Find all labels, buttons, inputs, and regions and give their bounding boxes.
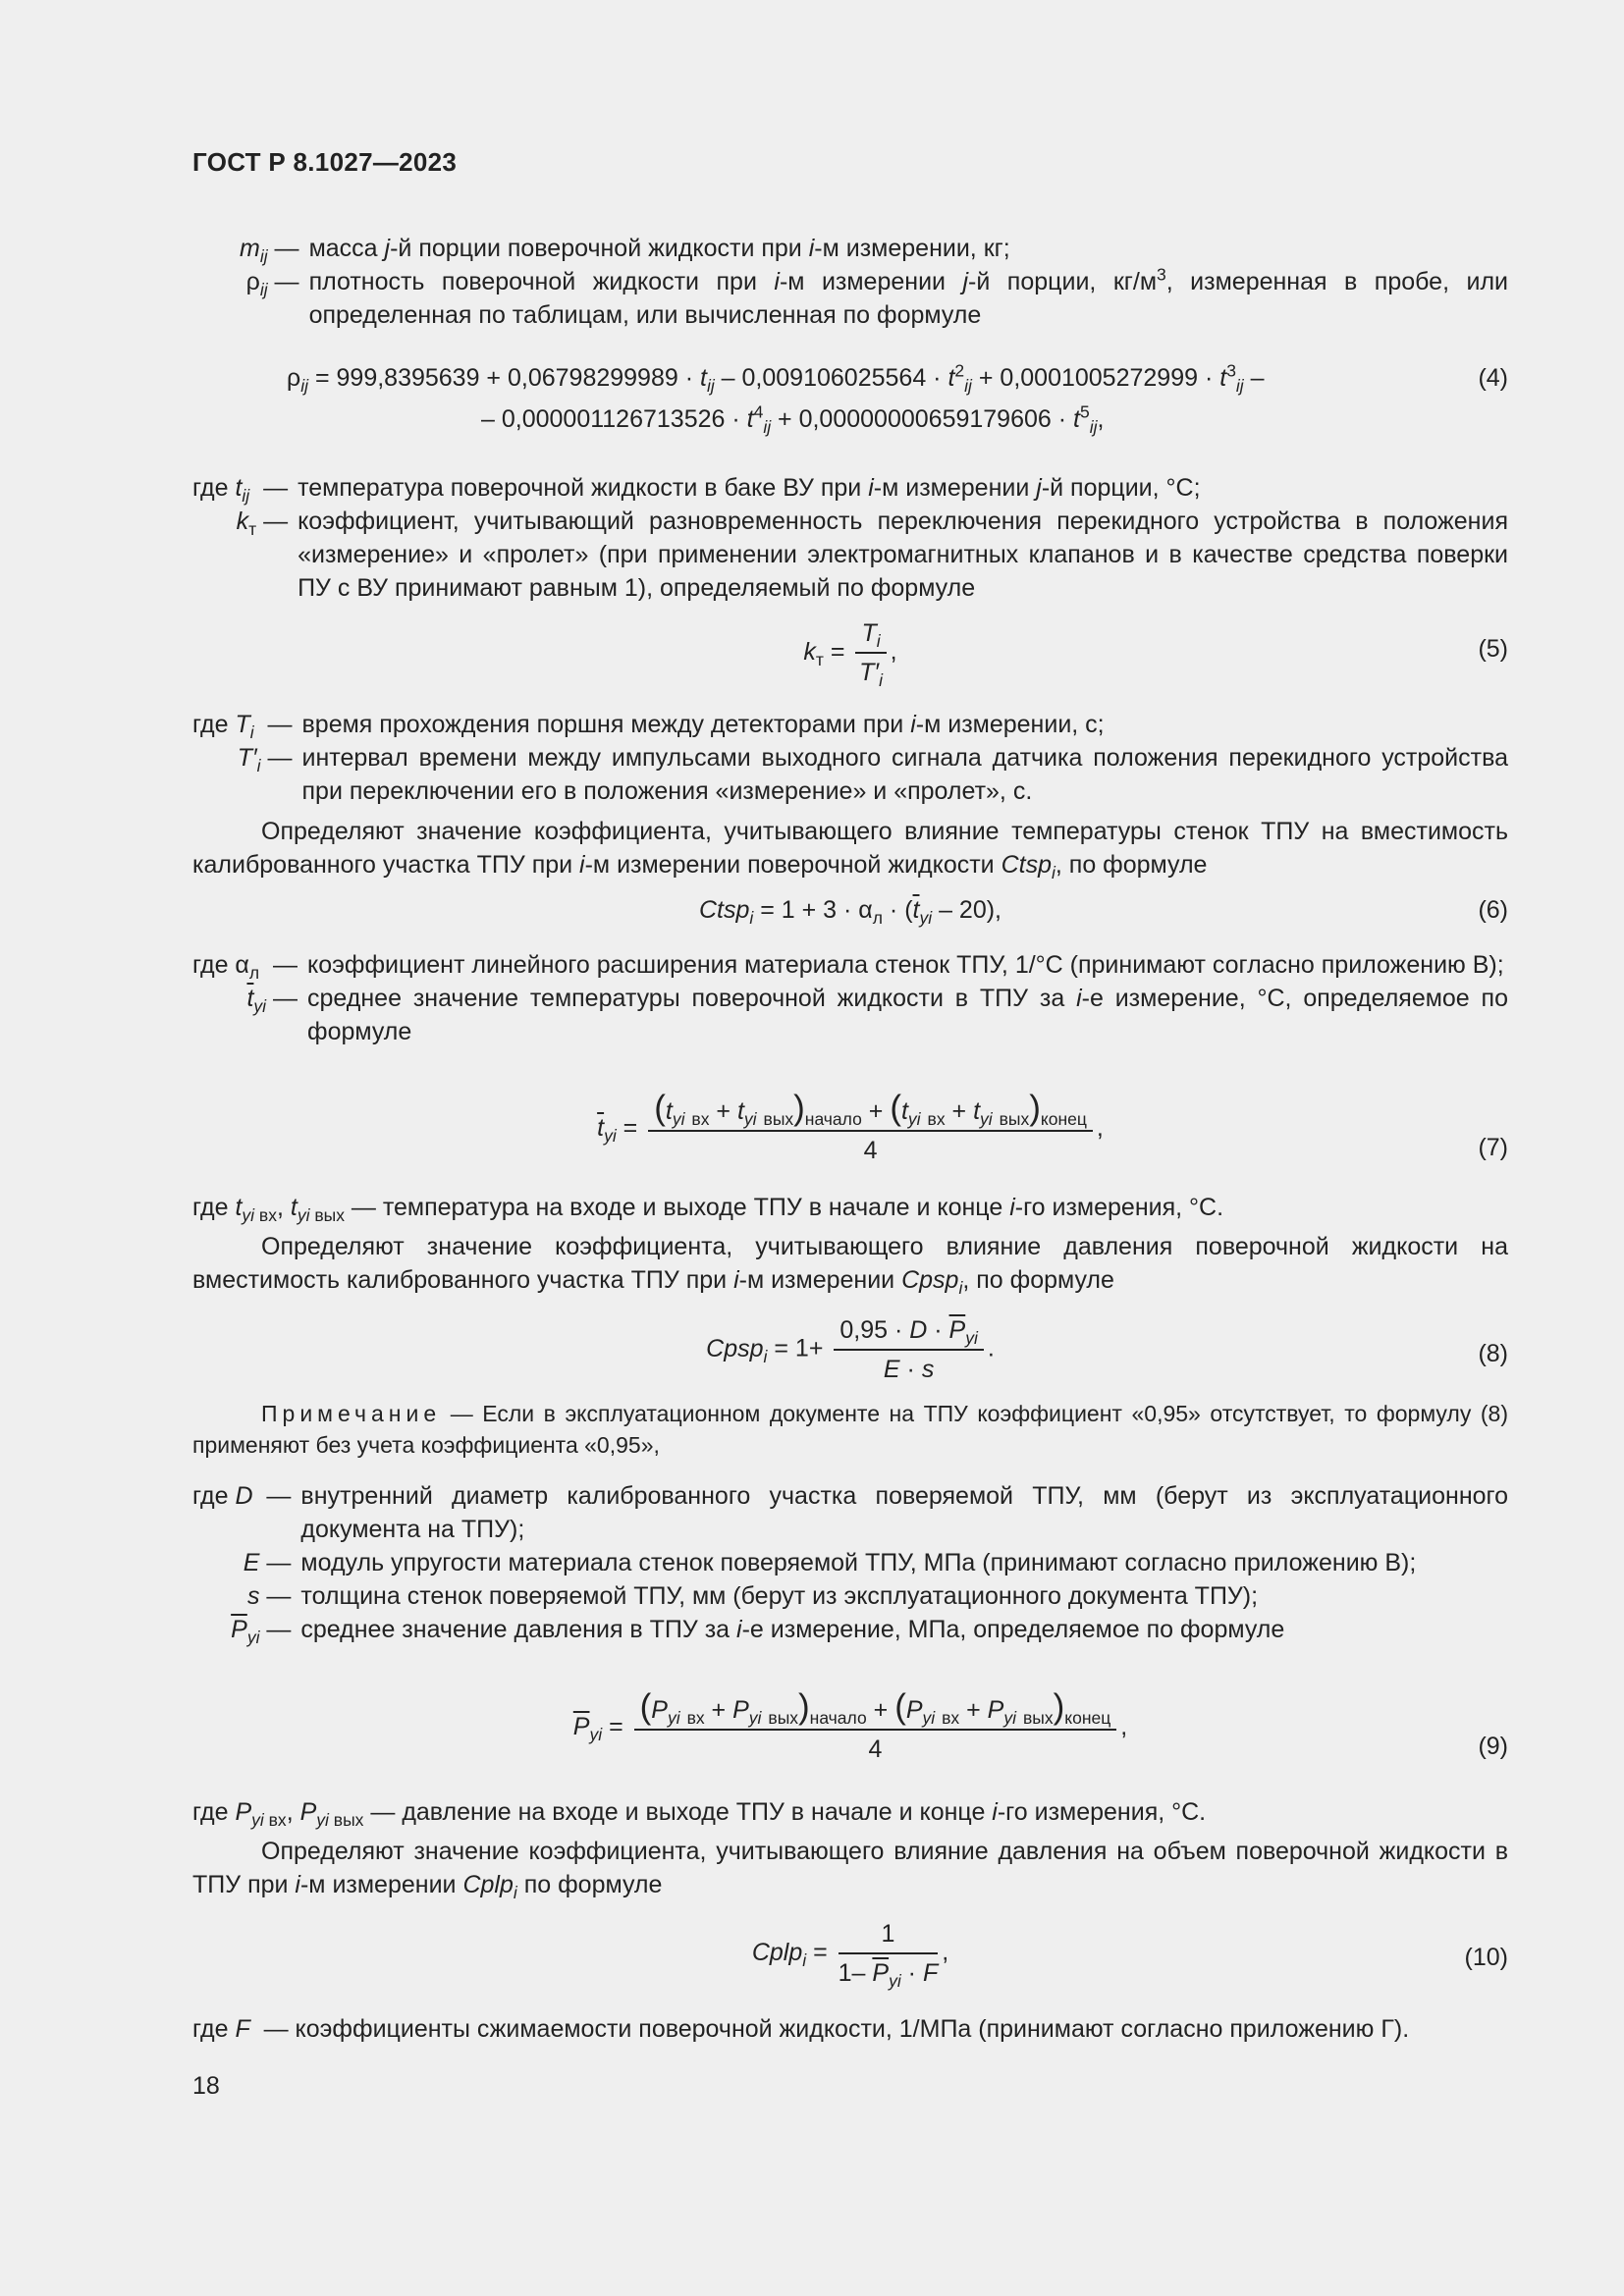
note-text: — Если в эксплуатационном документе на ТПУ коэффициент «0,95» отсутствует, то формулу (8) применяют без учета коэффициента «0,95», xyxy=(192,1401,1508,1458)
desc-alpha: коэффициент линейного расширения материала стенок ТПУ, 1/°С (принимают согласно приложению В); xyxy=(307,951,1504,979)
term-rho: $\rho_{ij}$ — xyxy=(245,268,299,299)
desc-tij: температура поверочной жидкости в баке ВУ при i-м измерении j-й порции, °С; xyxy=(298,474,1201,502)
line-F: где F — коэффициенты сжимаемости поверочной жидкости, 1/МПа (принимают согласно приложению Г). xyxy=(192,2015,1410,2043)
desc-tyi: среднее значение температуры поверочной жидкости в ТПУ за i-е измерение, °С, определяемое по формуле xyxy=(307,985,1508,1045)
formula-4-number: (4) xyxy=(1478,364,1508,392)
formula-10-fraction: $\frac{1}{1- \overline{P}_{yi} \cdot F}$ xyxy=(839,1917,939,1990)
term-Ti: где $T_i$ — xyxy=(192,711,293,742)
formula-9-lhs: $\overline{P}_{yi}$ = xyxy=(572,1713,623,1745)
desc-E: модуль упругости материала стенок поверяемой ТПУ, МПа (принимают согласно приложению В); xyxy=(300,1549,1417,1576)
formula-9-number: (9) xyxy=(1478,1733,1508,1760)
formula-5-tail: , xyxy=(890,637,897,666)
formula-4-line2: – $0,000001126713526 \cdot t^4_{ij} + 0,00000000659179606 \cdot t^5_{ij}$, xyxy=(481,401,1105,437)
formula-9-fraction: $\frac{(P_{yi} _{вх} + P_{yi} _{вых})_{начало} + (P_{yi} _{вх} + P_{yi} _{вых})_{конец}}{4}$ xyxy=(634,1690,1117,1766)
formula-6 xyxy=(192,893,1508,927)
formula-8-number: (8) xyxy=(1478,1340,1508,1367)
formula-10-lhs: Cplp$_i$ = xyxy=(751,1938,828,1970)
formula-8 xyxy=(192,1313,1508,1386)
formula-6-number: (6) xyxy=(1478,896,1508,924)
term-tyi: $\overline{t}_{yi}$ — xyxy=(246,985,298,1016)
term-E: E — xyxy=(243,1549,292,1576)
formula-5-number: (5) xyxy=(1478,635,1508,663)
formula-7 xyxy=(192,1089,1508,1167)
formula-6-body: Ctsp$_i$ = $1 + 3 \cdot \alpha_л \cdot (\overline{t}_{yi} - 20)$, xyxy=(699,896,1001,928)
formula-9 xyxy=(192,1687,1508,1766)
formula-8-fraction: $\frac{0,95 \cdot D \cdot \overline{P}_{yi}}{E \cdot s}$ xyxy=(834,1313,983,1386)
formula-7-tail: , xyxy=(1096,1114,1104,1143)
definitions-mass-density xyxy=(192,232,1508,332)
note-label: Примечание xyxy=(261,1401,442,1426)
definitions-time xyxy=(192,708,1508,808)
term-mij: $m_{ij}$ — xyxy=(240,235,299,266)
desc-Pyi: среднее значение давления в ТПУ за i-е измерение, МПа, определяемое по формуле xyxy=(300,1616,1285,1643)
desc-rho: плотность поверочной жидкости при i-м измерении j-й порции, $кг/м^3$, измеренная в пробе, или определенная по таблицам, или вычисленная по формуле xyxy=(308,264,1509,329)
formula-5-fraction: $\frac{T_i}{T'_i}$ xyxy=(855,616,886,689)
formula-10 xyxy=(192,1917,1508,1990)
formula-4 xyxy=(192,361,1508,436)
formula-9-tail: , xyxy=(1120,1713,1128,1741)
term-D: где D — xyxy=(192,1482,292,1510)
definitions-alpha xyxy=(192,948,1508,1048)
formula-5 xyxy=(192,616,1508,689)
formula-7-lhs: $\overline{t}_{yi}$ = xyxy=(597,1114,638,1147)
formula-8-lhs: Cpsp$_i$ = 1+ xyxy=(706,1334,824,1366)
term-Pyi: $\overline{P}_{yi}$ — xyxy=(231,1616,292,1647)
paragraph-cplp: Определяют значение коэффициента, учитывающего влияние давления на объем поверочной жидкости в ТПУ при i-м измерении Cplp$_i$ по формуле xyxy=(192,1838,1508,1902)
formula-8-tail: . xyxy=(987,1334,995,1362)
term-alpha: где $\alpha_л$ — xyxy=(192,951,298,983)
line-tyi-inout: где $t_{yi}$ $_{вх}$, $t_{yi}$ $_{вых}$ — температура на входе и выходе ТПУ в начале и конце i-го измерения, °С. xyxy=(192,1194,1224,1225)
desc-s: толщина стенок поверяемой ТПУ, мм (берут из эксплуатационного документа ТПУ); xyxy=(300,1582,1259,1610)
term-s: s — xyxy=(246,1582,292,1610)
term-Tprime: $T'_i$ — xyxy=(237,744,293,775)
formula-10-tail: , xyxy=(942,1938,949,1966)
term-tij: где $t_{ij}$ — xyxy=(192,474,289,506)
formula-7-number: (7) xyxy=(1478,1134,1508,1161)
formula-10-number: (10) xyxy=(1464,1944,1508,1971)
desc-kt: коэффициент, учитывающий разновременность переключения перекидного устройства в положения «измерение» и «пролет» (при применении электромагнитных клапанов и в качестве средства поверки ПУ с ВУ принимают равным 1), определяемый по формуле xyxy=(298,507,1508,602)
paragraph-cpsp: Определяют значение коэффициента, учитывающего влияние давления поверочной жидкости на вместимость калиброванного участка ТПУ при i-м измерении Cpsp$_i$, по формуле xyxy=(192,1233,1508,1298)
document-header: ГОСТ Р 8.1027—2023 xyxy=(192,147,458,177)
definitions-temp-coeff xyxy=(192,471,1508,605)
desc-Tprime: интервал времени между импульсами выходного сигнала датчика положения перекидного устройства при переключении его в положения «измерение» и «пролет», с. xyxy=(301,744,1508,805)
formula-5-lhs: $k_т$ = xyxy=(803,637,845,669)
desc-Ti: время прохождения поршня между детекторами при i-м измерении, с; xyxy=(301,711,1105,738)
formula-4-line1: $\rho_{ij} = 999,8395639 + 0,06798299989 \cdot t_{ij} - 0,009106025564 \cdot t^2_{ij} + 0,0001005272999 \cdot t^3_{ij}$ – xyxy=(287,360,1265,396)
page-number: 18 xyxy=(192,2072,220,2100)
line-pyi-inout: где $P_{yi}$ $_{вх}$, $P_{yi}$ $_{вых}$ — давление на входе и выходе ТПУ в начале и конце i-го измерения, °С. xyxy=(192,1798,1207,1830)
formula-7-fraction: $\frac{(t_{yi} _{вх} + t_{yi} _{вых})_{начало} + (t_{yi} _{вх} + t_{yi} _{вых})_{конец}}{4}$ xyxy=(648,1092,1093,1167)
note xyxy=(192,1398,1508,1461)
term-kt: $k_т$ — xyxy=(236,507,289,539)
definitions-pressure xyxy=(192,1479,1508,1646)
desc-D: внутренний диаметр калиброванного участка поверяемой ТПУ, мм (берут из эксплуатационного документа на ТПУ); xyxy=(300,1482,1508,1543)
desc-mij: масса j-й порции поверочной жидкости при i-м измерении, кг; xyxy=(308,235,1010,262)
paragraph-ctsp: Определяют значение коэффициента, учитывающего влияние температуры стенок ТПУ на вместимость калиброванного участка ТПУ при i-м измерении поверочной жидкости Ctsp$_i$, по формуле xyxy=(192,818,1508,882)
